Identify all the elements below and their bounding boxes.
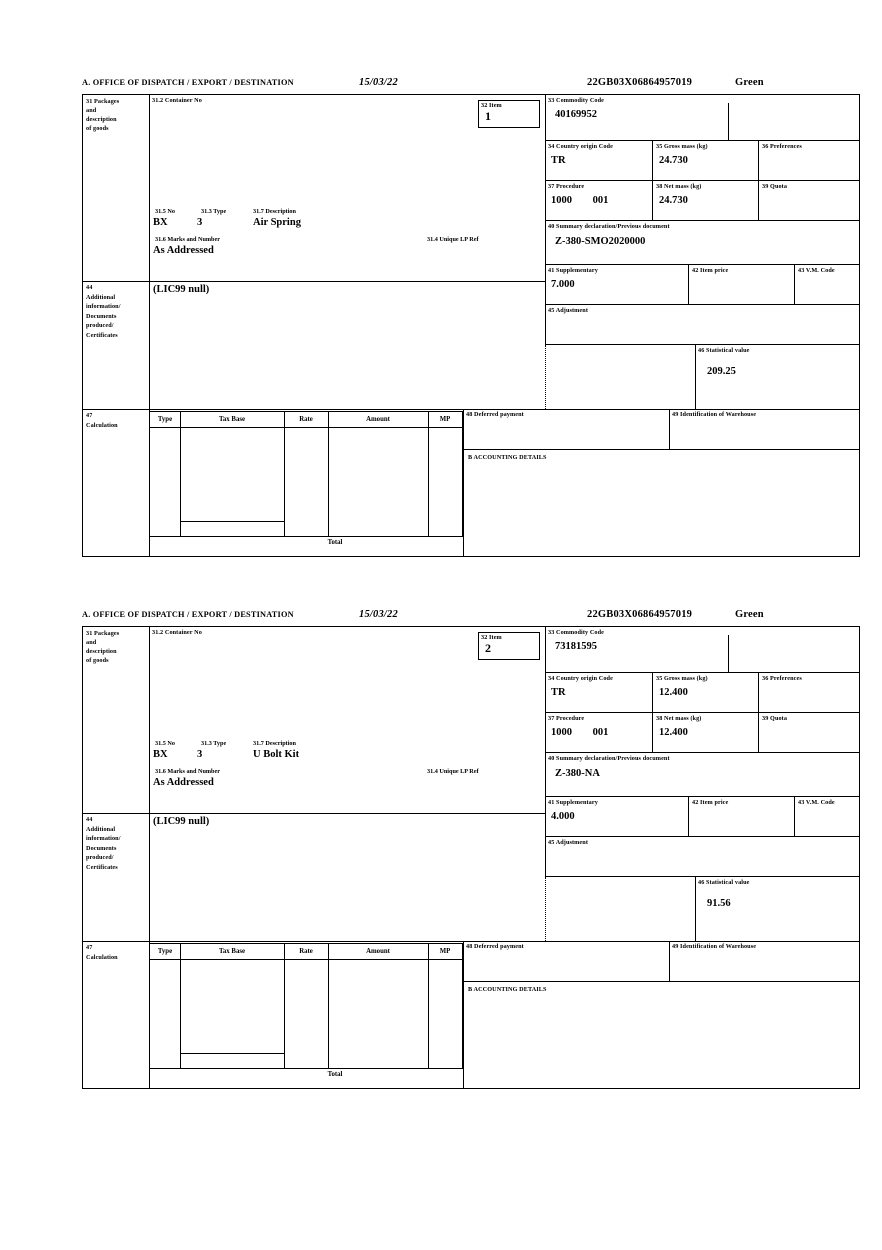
calc-mp-header: MP: [439, 416, 451, 423]
box-39-quota-2: [759, 713, 859, 753]
calc-rate-header-2: Rate: [299, 948, 313, 955]
box-31-label-line1-2: 31 Packages: [86, 630, 120, 637]
country-origin-value: TR: [551, 155, 566, 166]
calc-total-label: Total: [327, 539, 343, 546]
item-price-label: 42 Item price: [692, 267, 729, 274]
vm-code-label: 43 V.M. Code: [798, 267, 835, 274]
box-44-label-line3: information/: [86, 303, 121, 310]
additional-information-value-2: (LIC99 null): [153, 816, 210, 827]
box-47-label-line2-2: Calculation: [86, 953, 118, 961]
commodity-code-label-2: 33 Commodity Code: [548, 629, 605, 636]
box-34-country-origin-2: [545, 673, 653, 713]
procedure-value-1: 1000: [551, 195, 572, 206]
packages-type-label-2: 31.3 Type: [201, 740, 227, 747]
box-36-preferences-2: [759, 673, 859, 713]
box-49-identification-warehouse: [669, 409, 859, 449]
box-44-label-line2-2: Additional: [86, 825, 116, 833]
box-48-deferred-payment: [463, 409, 669, 449]
customs-declaration-form-1: [82, 78, 862, 557]
box-31-label-line4-2: of goods: [86, 657, 109, 664]
customs-declaration-form-2: [82, 610, 862, 1089]
deferred-payment-value-2: [463, 951, 669, 954]
form-header-2: [82, 610, 862, 626]
box-38-net-mass: [653, 181, 759, 221]
packages-description-value-2: U Bolt Kit: [253, 749, 300, 760]
commodity-code-split-2: [728, 635, 729, 673]
summary-declaration-value: Z-380-SMO2020000: [555, 236, 646, 247]
statistical-value-label: 46 Statistical value: [698, 347, 750, 354]
packages-description-value: Air Spring: [253, 217, 301, 228]
marks-and-number-label: 31.6 Marks and Number: [155, 236, 220, 243]
calc-total-label-2: Total: [327, 1071, 343, 1078]
box-38-net-mass-2: [653, 713, 759, 753]
box-45-adjustment-2: [545, 837, 859, 877]
marks-and-number-value: As Addressed: [153, 245, 214, 256]
deferred-payment-label-2: 48 Deferred payment: [466, 943, 524, 950]
box-31-label-cell: [83, 95, 149, 281]
packages-no-label-2: 31.5 No: [155, 740, 175, 747]
declaration-date-2: 15/03/22: [359, 609, 398, 620]
calculation-table-2: [149, 943, 463, 1069]
box-44-label-cell-2: [83, 813, 149, 941]
packages-no-value: BX: [153, 217, 168, 228]
box-40-summary-declaration-2: [545, 753, 859, 797]
procedure-label-2: 37 Procedure: [548, 715, 585, 722]
unique-lp-ref-label-2: 31.4 Unique LP Ref: [427, 768, 479, 775]
quota-label: 39 Quota: [762, 183, 788, 190]
procedure-value-1-2: 1000: [551, 727, 572, 738]
box-40-summary-declaration: [545, 221, 859, 265]
box-42-item-price: [689, 265, 795, 305]
box-44-label-line4: Documents: [86, 312, 117, 320]
summary-declaration-label-2: 40 Summary declaration/Previous document: [548, 755, 670, 762]
supplementary-label-2: 41 Supplementary: [548, 799, 598, 806]
calc-mp-header-2: MP: [439, 948, 451, 955]
vm-code-value: [795, 275, 859, 278]
box-44-label-line6: Certificates: [86, 331, 118, 339]
calc-col-divider-2: [284, 412, 285, 537]
summary-declaration-value-2: Z-380-NA: [555, 768, 600, 779]
calc-col-divider-1: [180, 412, 181, 537]
box-37-procedure-2: [545, 713, 653, 753]
divider-right-of-44-2: [545, 813, 546, 877]
country-origin-label: 34 Country origin Code: [548, 143, 613, 150]
statistical-value-amount-2: 91.56: [707, 898, 731, 909]
adjustment-value-2: [545, 847, 859, 850]
item-number-value: 1: [485, 109, 491, 123]
quota-label-2: 39 Quota: [762, 715, 788, 722]
accounting-details-label-2: B ACCOUNTING DETAILS: [468, 986, 547, 993]
office-of-dispatch-label-2: A. OFFICE OF DISPATCH / EXPORT / DESTINATION: [82, 610, 294, 619]
lane-status-2: Green: [735, 609, 764, 620]
quota-value: [759, 191, 859, 194]
calc-col-divider-2-2: [284, 944, 285, 1069]
box-46-statistical-value-2: [695, 877, 859, 941]
box-47-label-line1-2: 47: [86, 944, 93, 951]
box-33-commodity-code-2: [545, 627, 859, 673]
item-price-value: [689, 275, 794, 278]
declaration-box-1: [82, 94, 860, 557]
item-number-value-2: 2: [485, 641, 491, 655]
calc-tax-base-header-2: Tax Base: [219, 948, 245, 955]
identification-warehouse-label: 49 Identification of Warehouse: [672, 411, 757, 418]
net-mass-value: 24.730: [659, 195, 688, 206]
box-48-deferred-payment-2: [463, 941, 669, 981]
deferred-payment-label: 48 Deferred payment: [466, 411, 524, 418]
calc-tax-base-bottom-2: [180, 1053, 284, 1054]
commodity-code-label: 33 Commodity Code: [548, 97, 605, 104]
declaration-box-2: [82, 626, 860, 1089]
item-price-label-2: 42 Item price: [692, 799, 729, 806]
divider-right-of-44: [545, 281, 546, 345]
commodity-code-split: [728, 103, 729, 141]
calc-type-header-2: Type: [157, 948, 173, 955]
box-47-label-cell: [83, 409, 149, 557]
calc-type-header: Type: [157, 416, 173, 423]
preferences-label-2: 36 Preferences: [762, 675, 802, 682]
box-31-label-line3-2: description: [86, 648, 117, 655]
adjustment-label-2: 45 Adjustment: [548, 839, 588, 846]
supplementary-value: 7.000: [551, 279, 575, 290]
unique-lp-ref-label: 31.4 Unique LP Ref: [427, 236, 479, 243]
quota-value-2: [759, 723, 859, 726]
box-44-additional-info-2: [149, 813, 545, 941]
box-b-accounting-details-2: [463, 981, 859, 1089]
container-no-label: 31.2 Container No: [152, 97, 202, 104]
adjustment-label: 45 Adjustment: [548, 307, 588, 314]
box-41-supplementary: [545, 265, 689, 305]
gross-mass-label-2: 35 Gross mass (kg): [656, 675, 708, 682]
box-31-label-line2-2: and: [86, 639, 97, 646]
box-35-gross-mass-2: [653, 673, 759, 713]
calc-col-divider-3-2: [328, 944, 329, 1069]
calculation-table: [149, 411, 463, 537]
box-31-label-line2: and: [86, 107, 97, 114]
box-42-item-price-2: [689, 797, 795, 837]
procedure-label: 37 Procedure: [548, 183, 585, 190]
packages-description-label: 31.7 Description: [253, 208, 296, 215]
calc-amount-header-2: Amount: [366, 948, 390, 955]
box-46-statistical-value: [695, 345, 859, 409]
box-44-additional-info: [149, 281, 545, 409]
vm-code-value-2: [795, 807, 859, 810]
commodity-code-value-2: 73181595: [555, 641, 597, 652]
preferences-value: [759, 151, 859, 154]
commodity-code-value: 40169952: [555, 109, 597, 120]
gross-mass-value-2: 12.400: [659, 687, 688, 698]
net-mass-label-2: 38 Net mass (kg): [656, 715, 702, 722]
item-label: 32 Item: [481, 102, 502, 109]
box-31-label-line3: description: [86, 116, 117, 123]
calc-col-divider-3: [328, 412, 329, 537]
box-35-gross-mass: [653, 141, 759, 181]
item-price-value-2: [689, 807, 794, 810]
box-32-item-number: [478, 100, 540, 128]
declaration-date: 15/03/22: [359, 77, 398, 88]
gross-mass-label: 35 Gross mass (kg): [656, 143, 708, 150]
box-44-label-line3-2: information/: [86, 835, 121, 842]
calc-rate-header: Rate: [299, 416, 313, 423]
calc-tax-base-header: Tax Base: [219, 416, 245, 423]
box-44-label-line6-2: Certificates: [86, 863, 118, 871]
box-44-label-line4-2: Documents: [86, 844, 117, 852]
calc-tax-base-bottom: [180, 521, 284, 522]
item-label-2: 32 Item: [481, 634, 502, 641]
box-31-label-line4: of goods: [86, 125, 109, 132]
movement-reference-number-2: 22GB03X06864957019: [587, 609, 693, 620]
dotted-divider: [545, 345, 546, 409]
additional-information-value: (LIC99 null): [153, 284, 210, 295]
box-39-quota: [759, 181, 859, 221]
box-44-label-line5: produced/: [86, 322, 114, 329]
marks-and-number-value-2: As Addressed: [153, 777, 214, 788]
dotted-divider-2: [545, 877, 546, 941]
supplementary-label: 41 Supplementary: [548, 267, 598, 274]
packages-description-label-2: 31.7 Description: [253, 740, 296, 747]
preferences-label: 36 Preferences: [762, 143, 802, 150]
country-origin-label-2: 34 Country origin Code: [548, 675, 613, 682]
adjustment-value: [545, 315, 859, 318]
packages-type-label: 31.3 Type: [201, 208, 227, 215]
packages-type-value: 3: [197, 217, 203, 228]
summary-declaration-label: 40 Summary declaration/Previous document: [548, 223, 670, 230]
box-47-label-line1: 47: [86, 412, 93, 419]
box-41-supplementary-2: [545, 797, 689, 837]
calc-col-divider-1-2: [180, 944, 181, 1069]
gross-mass-value: 24.730: [659, 155, 688, 166]
box-37-procedure: [545, 181, 653, 221]
box-44-label-cell: [83, 281, 149, 409]
movement-reference-number: 22GB03X06864957019: [587, 77, 693, 88]
country-origin-value-2: TR: [551, 687, 566, 698]
box-43-vm-code-2: [795, 797, 859, 837]
packages-type-value-2: 3: [197, 749, 203, 760]
calc-col-divider-4: [428, 412, 429, 537]
statistical-value-label-2: 46 Statistical value: [698, 879, 750, 886]
packages-no-label: 31.5 No: [155, 208, 175, 215]
box-44-label-line1: 44: [86, 284, 93, 291]
procedure-value-2-2: 001: [592, 727, 609, 738]
statistical-value-amount: 209.25: [707, 366, 736, 377]
box-47-label-cell-2: [83, 941, 149, 1089]
box-45-adjustment: [545, 305, 859, 345]
deferred-payment-value: [463, 419, 669, 422]
packages-no-value-2: BX: [153, 749, 168, 760]
form-header-1: [82, 78, 862, 94]
procedure-value-2: 001: [592, 195, 609, 206]
accounting-details-label: B ACCOUNTING DETAILS: [468, 454, 547, 461]
calc-header-divider-2: [150, 959, 462, 960]
office-of-dispatch-label: A. OFFICE OF DISPATCH / EXPORT / DESTINATION: [82, 78, 294, 87]
calc-col-divider-4-2: [428, 944, 429, 1069]
box-b-accounting-details: [463, 449, 859, 557]
identification-warehouse-value-2: [669, 951, 859, 954]
box-43-vm-code: [795, 265, 859, 305]
box-36-preferences: [759, 141, 859, 181]
box-44-label-line5-2: produced/: [86, 854, 114, 861]
box-32-item-number-2: [478, 632, 540, 660]
marks-and-number-label-2: 31.6 Marks and Number: [155, 768, 220, 775]
box-44-label-line1-2: 44: [86, 816, 93, 823]
box-33-commodity-code: [545, 95, 859, 141]
box-31-label-cell-2: [83, 627, 149, 813]
net-mass-value-2: 12.400: [659, 727, 688, 738]
calc-amount-header: Amount: [366, 416, 390, 423]
lane-status: Green: [735, 77, 764, 88]
net-mass-label: 38 Net mass (kg): [656, 183, 702, 190]
identification-warehouse-value: [669, 419, 859, 422]
box-34-country-origin: [545, 141, 653, 181]
identification-warehouse-label-2: 49 Identification of Warehouse: [672, 943, 757, 950]
box-31-label-line1: 31 Packages: [86, 98, 120, 105]
supplementary-value-2: 4.000: [551, 811, 575, 822]
vm-code-label-2: 43 V.M. Code: [798, 799, 835, 806]
box-49-identification-warehouse-2: [669, 941, 859, 981]
box-47-label-line2: Calculation: [86, 421, 118, 429]
calc-header-divider: [150, 427, 462, 428]
preferences-value-2: [759, 683, 859, 686]
box-44-label-line2: Additional: [86, 293, 116, 301]
container-no-label-2: 31.2 Container No: [152, 629, 202, 636]
